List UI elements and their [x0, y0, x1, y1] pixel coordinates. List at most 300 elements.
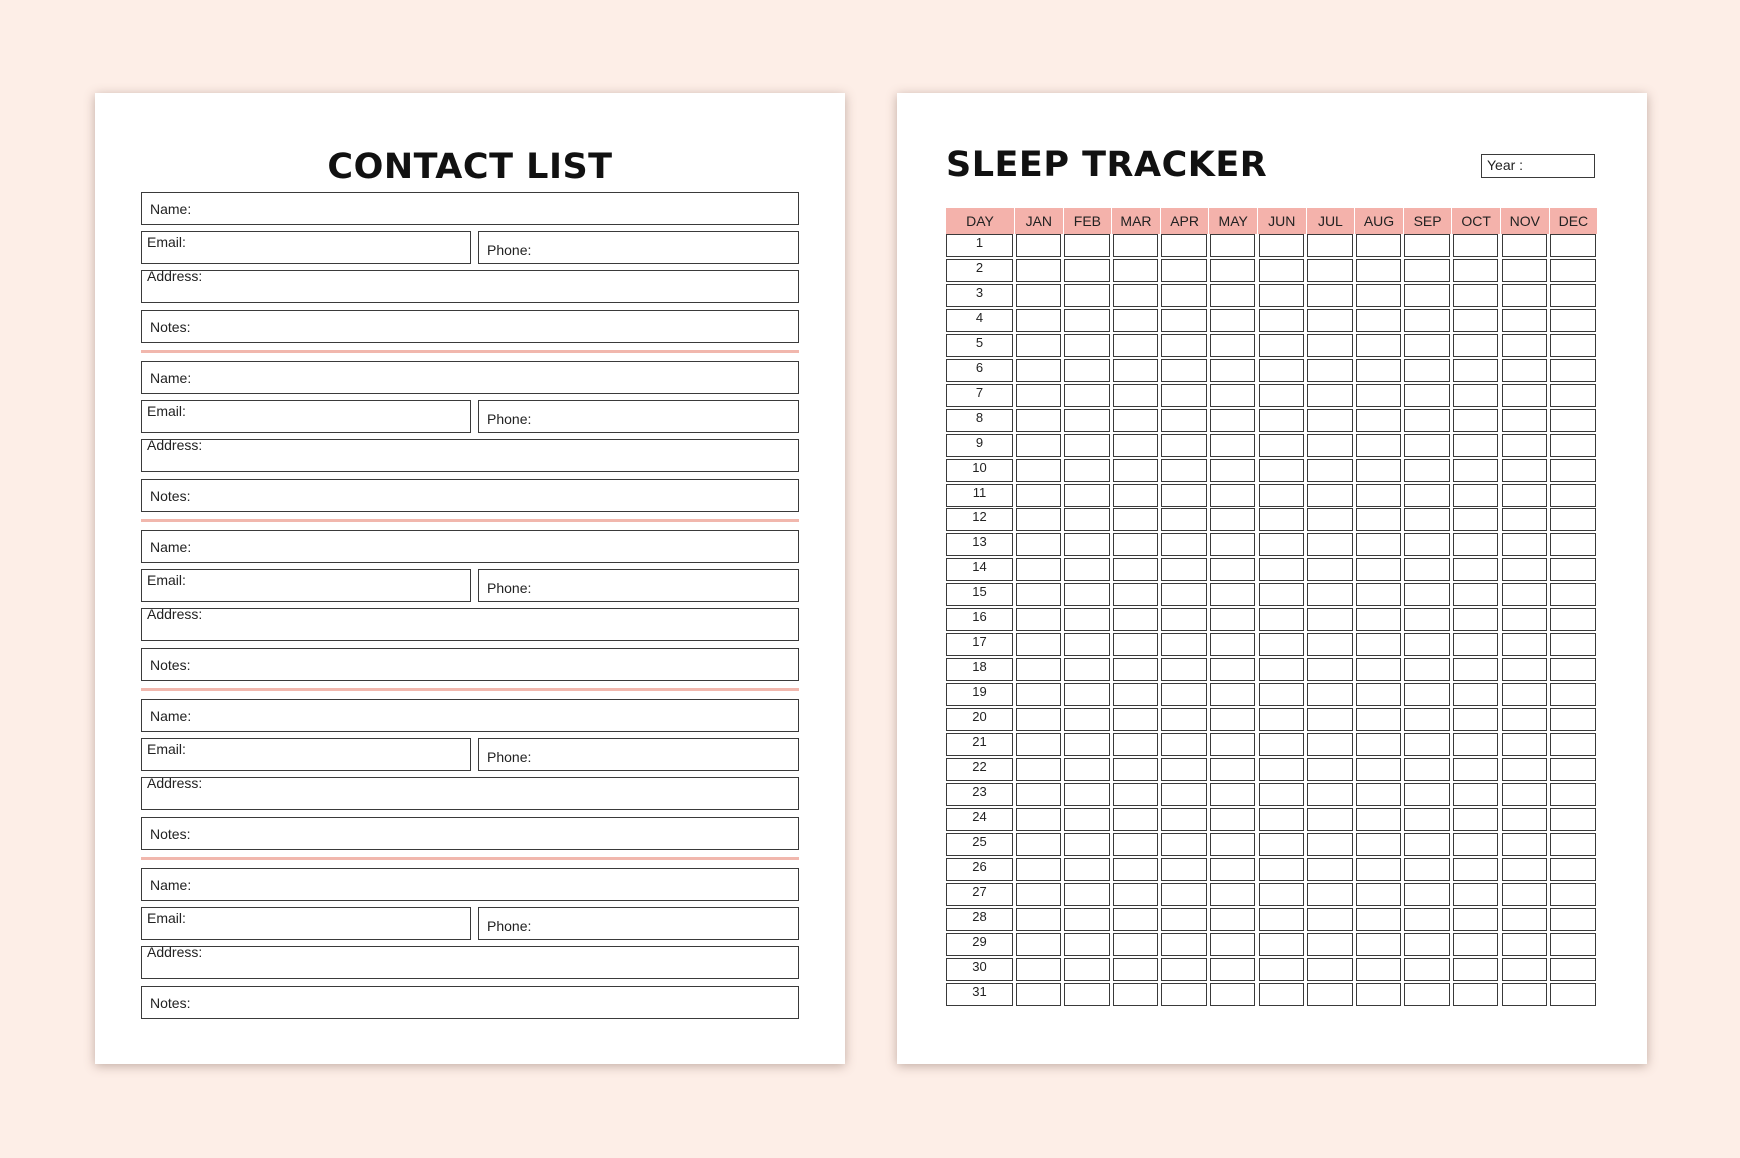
sleep-cell[interactable] — [1502, 683, 1548, 706]
sleep-cell[interactable] — [1161, 259, 1207, 282]
sleep-cell[interactable] — [1161, 808, 1207, 831]
sleep-cell[interactable] — [1404, 284, 1450, 307]
sleep-cell[interactable] — [1502, 384, 1548, 407]
sleep-cell[interactable] — [1259, 633, 1305, 656]
sleep-cell[interactable] — [1502, 833, 1548, 856]
sleep-cell[interactable] — [1453, 683, 1499, 706]
sleep-cell[interactable] — [1404, 434, 1450, 457]
sleep-cell[interactable] — [1259, 733, 1305, 756]
sleep-cell[interactable] — [1210, 558, 1256, 581]
sleep-cell[interactable] — [1502, 334, 1548, 357]
phone-field[interactable] — [478, 400, 799, 433]
sleep-cell[interactable] — [1307, 808, 1353, 831]
notes-field[interactable] — [141, 986, 799, 1019]
sleep-cell[interactable] — [1307, 758, 1353, 781]
sleep-cell[interactable] — [1356, 608, 1402, 631]
sleep-cell[interactable] — [1161, 533, 1207, 556]
sleep-cell[interactable] — [1356, 983, 1402, 1006]
sleep-cell[interactable] — [1113, 608, 1159, 631]
sleep-cell[interactable] — [1404, 833, 1450, 856]
sleep-cell[interactable] — [1502, 284, 1548, 307]
sleep-cell[interactable] — [1307, 334, 1353, 357]
sleep-cell[interactable] — [1404, 633, 1450, 656]
sleep-cell[interactable] — [1404, 309, 1450, 332]
sleep-cell[interactable] — [1064, 883, 1110, 906]
sleep-cell[interactable] — [1307, 783, 1353, 806]
sleep-cell[interactable] — [1453, 484, 1499, 507]
notes-field[interactable] — [141, 310, 799, 343]
sleep-cell[interactable] — [1210, 384, 1256, 407]
sleep-cell[interactable] — [1259, 608, 1305, 631]
phone-field[interactable] — [478, 231, 799, 264]
sleep-cell[interactable] — [1016, 858, 1062, 881]
sleep-cell[interactable] — [1259, 459, 1305, 482]
sleep-cell[interactable] — [1113, 558, 1159, 581]
sleep-cell[interactable] — [1113, 733, 1159, 756]
sleep-cell[interactable] — [1307, 434, 1353, 457]
sleep-cell[interactable] — [1210, 883, 1256, 906]
sleep-cell[interactable] — [1064, 958, 1110, 981]
sleep-cell[interactable] — [1550, 908, 1596, 931]
sleep-cell[interactable] — [1210, 783, 1256, 806]
sleep-cell[interactable] — [1161, 908, 1207, 931]
sleep-cell[interactable] — [1161, 459, 1207, 482]
sleep-cell[interactable] — [1453, 284, 1499, 307]
sleep-cell[interactable] — [1161, 758, 1207, 781]
sleep-cell[interactable] — [1404, 533, 1450, 556]
sleep-cell[interactable] — [1550, 558, 1596, 581]
sleep-cell[interactable] — [1064, 683, 1110, 706]
sleep-cell[interactable] — [1453, 533, 1499, 556]
sleep-cell[interactable] — [1356, 359, 1402, 382]
sleep-cell[interactable] — [1502, 359, 1548, 382]
sleep-cell[interactable] — [1259, 359, 1305, 382]
sleep-cell[interactable] — [1550, 359, 1596, 382]
sleep-cell[interactable] — [1550, 658, 1596, 681]
sleep-cell[interactable] — [1453, 608, 1499, 631]
sleep-cell[interactable] — [1016, 558, 1062, 581]
sleep-cell[interactable] — [1064, 334, 1110, 357]
sleep-cell[interactable] — [1404, 658, 1450, 681]
sleep-cell[interactable] — [1356, 808, 1402, 831]
sleep-cell[interactable] — [1161, 783, 1207, 806]
sleep-cell[interactable] — [1550, 533, 1596, 556]
sleep-cell[interactable] — [1161, 359, 1207, 382]
sleep-cell[interactable] — [1016, 883, 1062, 906]
sleep-cell[interactable] — [1113, 658, 1159, 681]
sleep-cell[interactable] — [1550, 583, 1596, 606]
sleep-cell[interactable] — [1453, 309, 1499, 332]
sleep-cell[interactable] — [1502, 733, 1548, 756]
sleep-cell[interactable] — [1453, 958, 1499, 981]
sleep-cell[interactable] — [1356, 933, 1402, 956]
sleep-cell[interactable] — [1161, 608, 1207, 631]
sleep-cell[interactable] — [1404, 558, 1450, 581]
sleep-cell[interactable] — [1453, 359, 1499, 382]
sleep-cell[interactable] — [1502, 758, 1548, 781]
sleep-cell[interactable] — [1356, 384, 1402, 407]
sleep-cell[interactable] — [1259, 808, 1305, 831]
sleep-cell[interactable] — [1307, 858, 1353, 881]
sleep-cell[interactable] — [1259, 683, 1305, 706]
sleep-cell[interactable] — [1356, 733, 1402, 756]
sleep-cell[interactable] — [1307, 284, 1353, 307]
sleep-cell[interactable] — [1064, 708, 1110, 731]
sleep-cell[interactable] — [1307, 933, 1353, 956]
sleep-cell[interactable] — [1016, 933, 1062, 956]
sleep-cell[interactable] — [1404, 708, 1450, 731]
sleep-cell[interactable] — [1259, 384, 1305, 407]
sleep-cell[interactable] — [1259, 583, 1305, 606]
sleep-cell[interactable] — [1113, 708, 1159, 731]
sleep-cell[interactable] — [1453, 908, 1499, 931]
sleep-cell[interactable] — [1502, 608, 1548, 631]
sleep-cell[interactable] — [1259, 858, 1305, 881]
sleep-cell[interactable] — [1161, 958, 1207, 981]
sleep-cell[interactable] — [1550, 758, 1596, 781]
sleep-cell[interactable] — [1356, 259, 1402, 282]
address-field[interactable] — [141, 946, 799, 979]
sleep-cell[interactable] — [1161, 583, 1207, 606]
sleep-cell[interactable] — [1550, 633, 1596, 656]
sleep-cell[interactable] — [1210, 758, 1256, 781]
sleep-cell[interactable] — [1259, 533, 1305, 556]
sleep-cell[interactable] — [1307, 708, 1353, 731]
sleep-cell[interactable] — [1453, 409, 1499, 432]
sleep-cell[interactable] — [1016, 983, 1062, 1006]
sleep-cell[interactable] — [1161, 434, 1207, 457]
sleep-cell[interactable] — [1550, 284, 1596, 307]
sleep-cell[interactable] — [1161, 384, 1207, 407]
sleep-cell[interactable] — [1307, 883, 1353, 906]
sleep-cell[interactable] — [1161, 309, 1207, 332]
sleep-cell[interactable] — [1064, 908, 1110, 931]
email-field[interactable] — [141, 738, 471, 771]
sleep-cell[interactable] — [1453, 434, 1499, 457]
sleep-cell[interactable] — [1404, 384, 1450, 407]
sleep-cell[interactable] — [1453, 983, 1499, 1006]
sleep-cell[interactable] — [1259, 758, 1305, 781]
email-field[interactable] — [141, 231, 471, 264]
sleep-cell[interactable] — [1064, 434, 1110, 457]
sleep-cell[interactable] — [1356, 658, 1402, 681]
sleep-cell[interactable] — [1113, 633, 1159, 656]
sleep-cell[interactable] — [1404, 958, 1450, 981]
name-field[interactable] — [141, 530, 799, 563]
name-field[interactable] — [141, 361, 799, 394]
sleep-cell[interactable] — [1404, 683, 1450, 706]
sleep-cell[interactable] — [1210, 583, 1256, 606]
sleep-cell[interactable] — [1064, 633, 1110, 656]
sleep-cell[interactable] — [1016, 533, 1062, 556]
sleep-cell[interactable] — [1259, 434, 1305, 457]
sleep-cell[interactable] — [1307, 583, 1353, 606]
sleep-cell[interactable] — [1259, 883, 1305, 906]
sleep-cell[interactable] — [1502, 309, 1548, 332]
sleep-cell[interactable] — [1550, 384, 1596, 407]
sleep-cell[interactable] — [1453, 883, 1499, 906]
sleep-cell[interactable] — [1016, 833, 1062, 856]
sleep-cell[interactable] — [1502, 259, 1548, 282]
sleep-cell[interactable] — [1064, 309, 1110, 332]
sleep-cell[interactable] — [1210, 933, 1256, 956]
sleep-cell[interactable] — [1210, 683, 1256, 706]
sleep-cell[interactable] — [1550, 733, 1596, 756]
sleep-cell[interactable] — [1064, 384, 1110, 407]
sleep-cell[interactable] — [1307, 958, 1353, 981]
sleep-cell[interactable] — [1064, 858, 1110, 881]
sleep-cell[interactable] — [1210, 409, 1256, 432]
sleep-cell[interactable] — [1453, 558, 1499, 581]
sleep-cell[interactable] — [1502, 933, 1548, 956]
sleep-cell[interactable] — [1453, 833, 1499, 856]
sleep-cell[interactable] — [1161, 284, 1207, 307]
sleep-cell[interactable] — [1113, 683, 1159, 706]
sleep-cell[interactable] — [1259, 658, 1305, 681]
sleep-cell[interactable] — [1404, 908, 1450, 931]
sleep-cell[interactable] — [1113, 758, 1159, 781]
sleep-cell[interactable] — [1210, 633, 1256, 656]
sleep-cell[interactable] — [1502, 958, 1548, 981]
sleep-cell[interactable] — [1259, 708, 1305, 731]
sleep-cell[interactable] — [1113, 334, 1159, 357]
sleep-cell[interactable] — [1210, 259, 1256, 282]
sleep-cell[interactable] — [1016, 359, 1062, 382]
name-field[interactable] — [141, 868, 799, 901]
sleep-cell[interactable] — [1210, 484, 1256, 507]
sleep-cell[interactable] — [1356, 708, 1402, 731]
sleep-cell[interactable] — [1113, 833, 1159, 856]
sleep-cell[interactable] — [1064, 808, 1110, 831]
sleep-cell[interactable] — [1307, 508, 1353, 531]
sleep-cell[interactable] — [1404, 758, 1450, 781]
sleep-cell[interactable] — [1259, 309, 1305, 332]
sleep-cell[interactable] — [1161, 633, 1207, 656]
sleep-cell[interactable] — [1210, 434, 1256, 457]
sleep-cell[interactable] — [1113, 409, 1159, 432]
sleep-cell[interactable] — [1502, 708, 1548, 731]
sleep-cell[interactable] — [1356, 334, 1402, 357]
sleep-cell[interactable] — [1404, 508, 1450, 531]
sleep-cell[interactable] — [1064, 284, 1110, 307]
sleep-cell[interactable] — [1307, 558, 1353, 581]
sleep-cell[interactable] — [1259, 933, 1305, 956]
sleep-cell[interactable] — [1502, 558, 1548, 581]
sleep-cell[interactable] — [1356, 459, 1402, 482]
sleep-cell[interactable] — [1550, 508, 1596, 531]
sleep-cell[interactable] — [1404, 334, 1450, 357]
sleep-cell[interactable] — [1064, 583, 1110, 606]
sleep-cell[interactable] — [1210, 359, 1256, 382]
address-field[interactable] — [141, 777, 799, 810]
sleep-cell[interactable] — [1550, 409, 1596, 432]
sleep-cell[interactable] — [1161, 683, 1207, 706]
sleep-cell[interactable] — [1064, 359, 1110, 382]
sleep-cell[interactable] — [1016, 259, 1062, 282]
sleep-cell[interactable] — [1550, 683, 1596, 706]
sleep-cell[interactable] — [1356, 234, 1402, 257]
address-field[interactable] — [141, 270, 799, 303]
sleep-cell[interactable] — [1210, 533, 1256, 556]
sleep-cell[interactable] — [1259, 958, 1305, 981]
sleep-cell[interactable] — [1161, 334, 1207, 357]
sleep-cell[interactable] — [1356, 958, 1402, 981]
sleep-cell[interactable] — [1016, 958, 1062, 981]
sleep-cell[interactable] — [1404, 259, 1450, 282]
sleep-cell[interactable] — [1307, 833, 1353, 856]
sleep-cell[interactable] — [1356, 583, 1402, 606]
sleep-cell[interactable] — [1161, 484, 1207, 507]
sleep-cell[interactable] — [1307, 309, 1353, 332]
address-field[interactable] — [141, 608, 799, 641]
sleep-cell[interactable] — [1113, 808, 1159, 831]
sleep-cell[interactable] — [1210, 908, 1256, 931]
sleep-cell[interactable] — [1113, 309, 1159, 332]
name-field[interactable] — [141, 192, 799, 225]
sleep-cell[interactable] — [1161, 234, 1207, 257]
sleep-cell[interactable] — [1550, 783, 1596, 806]
sleep-cell[interactable] — [1064, 933, 1110, 956]
sleep-cell[interactable] — [1453, 933, 1499, 956]
sleep-cell[interactable] — [1113, 384, 1159, 407]
sleep-cell[interactable] — [1113, 259, 1159, 282]
sleep-cell[interactable] — [1113, 783, 1159, 806]
notes-field[interactable] — [141, 817, 799, 850]
sleep-cell[interactable] — [1356, 409, 1402, 432]
sleep-cell[interactable] — [1307, 683, 1353, 706]
sleep-cell[interactable] — [1016, 234, 1062, 257]
sleep-cell[interactable] — [1064, 459, 1110, 482]
sleep-cell[interactable] — [1453, 758, 1499, 781]
sleep-cell[interactable] — [1064, 234, 1110, 257]
sleep-cell[interactable] — [1404, 359, 1450, 382]
sleep-cell[interactable] — [1064, 558, 1110, 581]
sleep-cell[interactable] — [1210, 958, 1256, 981]
sleep-cell[interactable] — [1210, 983, 1256, 1006]
sleep-cell[interactable] — [1356, 908, 1402, 931]
sleep-cell[interactable] — [1064, 409, 1110, 432]
sleep-cell[interactable] — [1550, 608, 1596, 631]
sleep-cell[interactable] — [1502, 908, 1548, 931]
sleep-cell[interactable] — [1016, 633, 1062, 656]
sleep-cell[interactable] — [1550, 259, 1596, 282]
sleep-cell[interactable] — [1259, 484, 1305, 507]
sleep-cell[interactable] — [1210, 608, 1256, 631]
sleep-cell[interactable] — [1550, 808, 1596, 831]
sleep-cell[interactable] — [1113, 434, 1159, 457]
sleep-cell[interactable] — [1356, 833, 1402, 856]
sleep-cell[interactable] — [1356, 484, 1402, 507]
sleep-cell[interactable] — [1356, 558, 1402, 581]
sleep-cell[interactable] — [1210, 858, 1256, 881]
sleep-cell[interactable] — [1502, 633, 1548, 656]
sleep-cell[interactable] — [1064, 658, 1110, 681]
address-field[interactable] — [141, 439, 799, 472]
sleep-cell[interactable] — [1404, 608, 1450, 631]
sleep-cell[interactable] — [1113, 533, 1159, 556]
sleep-cell[interactable] — [1307, 733, 1353, 756]
sleep-cell[interactable] — [1113, 983, 1159, 1006]
sleep-cell[interactable] — [1016, 908, 1062, 931]
sleep-cell[interactable] — [1307, 633, 1353, 656]
sleep-cell[interactable] — [1550, 234, 1596, 257]
sleep-cell[interactable] — [1502, 783, 1548, 806]
notes-field[interactable] — [141, 648, 799, 681]
sleep-cell[interactable] — [1307, 359, 1353, 382]
sleep-cell[interactable] — [1356, 683, 1402, 706]
sleep-cell[interactable] — [1064, 783, 1110, 806]
sleep-cell[interactable] — [1016, 733, 1062, 756]
sleep-cell[interactable] — [1550, 833, 1596, 856]
sleep-cell[interactable] — [1453, 334, 1499, 357]
sleep-cell[interactable] — [1453, 508, 1499, 531]
sleep-cell[interactable] — [1404, 858, 1450, 881]
sleep-cell[interactable] — [1502, 434, 1548, 457]
sleep-cell[interactable] — [1502, 808, 1548, 831]
sleep-cell[interactable] — [1453, 733, 1499, 756]
sleep-cell[interactable] — [1307, 908, 1353, 931]
sleep-cell[interactable] — [1016, 384, 1062, 407]
sleep-cell[interactable] — [1550, 933, 1596, 956]
sleep-cell[interactable] — [1016, 683, 1062, 706]
sleep-cell[interactable] — [1453, 858, 1499, 881]
sleep-cell[interactable] — [1307, 459, 1353, 482]
sleep-cell[interactable] — [1356, 309, 1402, 332]
sleep-cell[interactable] — [1502, 484, 1548, 507]
sleep-cell[interactable] — [1064, 733, 1110, 756]
sleep-cell[interactable] — [1550, 309, 1596, 332]
sleep-cell[interactable] — [1210, 658, 1256, 681]
sleep-cell[interactable] — [1307, 384, 1353, 407]
sleep-cell[interactable] — [1210, 733, 1256, 756]
sleep-cell[interactable] — [1307, 608, 1353, 631]
sleep-cell[interactable] — [1404, 883, 1450, 906]
sleep-cell[interactable] — [1453, 583, 1499, 606]
sleep-cell[interactable] — [1210, 808, 1256, 831]
sleep-cell[interactable] — [1502, 583, 1548, 606]
sleep-cell[interactable] — [1161, 983, 1207, 1006]
sleep-cell[interactable] — [1502, 459, 1548, 482]
sleep-cell[interactable] — [1016, 658, 1062, 681]
sleep-cell[interactable] — [1259, 558, 1305, 581]
sleep-cell[interactable] — [1356, 758, 1402, 781]
sleep-cell[interactable] — [1016, 334, 1062, 357]
sleep-cell[interactable] — [1404, 933, 1450, 956]
sleep-cell[interactable] — [1113, 359, 1159, 382]
sleep-cell[interactable] — [1064, 833, 1110, 856]
sleep-cell[interactable] — [1550, 983, 1596, 1006]
sleep-cell[interactable] — [1502, 234, 1548, 257]
sleep-cell[interactable] — [1307, 658, 1353, 681]
sleep-cell[interactable] — [1404, 808, 1450, 831]
sleep-cell[interactable] — [1502, 883, 1548, 906]
sleep-cell[interactable] — [1016, 409, 1062, 432]
sleep-cell[interactable] — [1161, 658, 1207, 681]
sleep-cell[interactable] — [1307, 234, 1353, 257]
sleep-cell[interactable] — [1259, 234, 1305, 257]
sleep-cell[interactable] — [1550, 459, 1596, 482]
sleep-cell[interactable] — [1259, 508, 1305, 531]
sleep-cell[interactable] — [1016, 758, 1062, 781]
sleep-cell[interactable] — [1550, 434, 1596, 457]
email-field[interactable] — [141, 569, 471, 602]
sleep-cell[interactable] — [1550, 883, 1596, 906]
sleep-cell[interactable] — [1016, 583, 1062, 606]
sleep-cell[interactable] — [1404, 583, 1450, 606]
sleep-cell[interactable] — [1550, 858, 1596, 881]
sleep-cell[interactable] — [1453, 459, 1499, 482]
sleep-cell[interactable] — [1356, 284, 1402, 307]
